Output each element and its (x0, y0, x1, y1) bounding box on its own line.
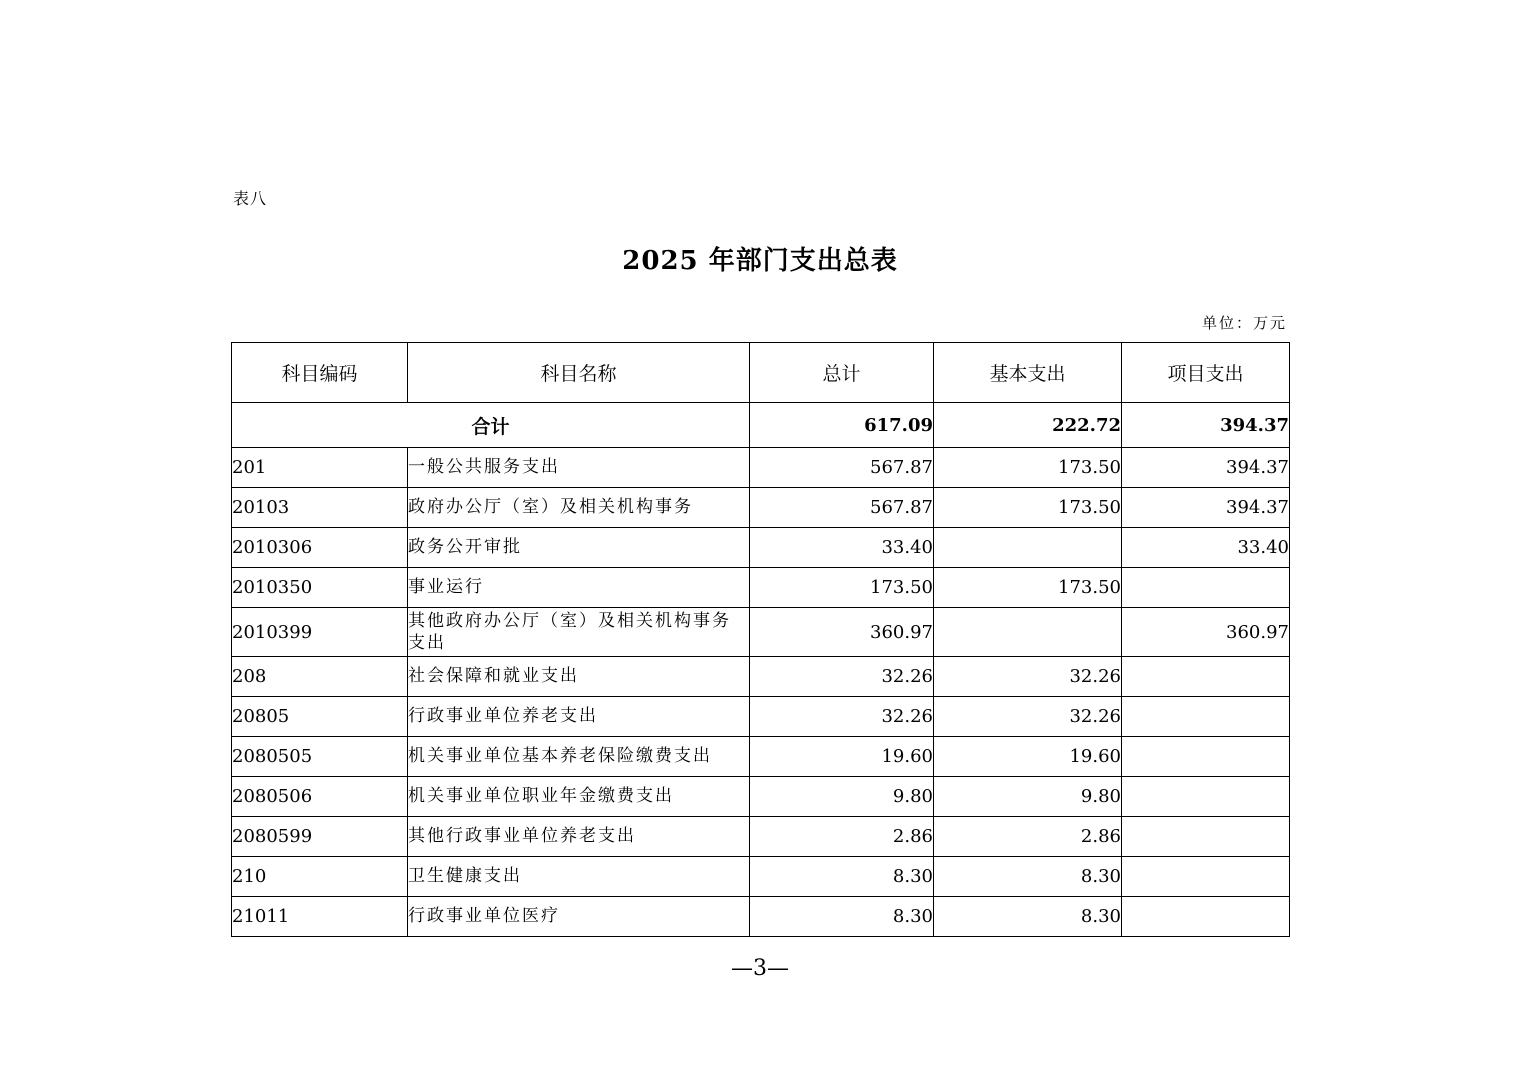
total-project: 394.37 (1122, 403, 1290, 448)
table-row (232, 568, 1290, 608)
row-basic: 9.80 (934, 777, 1122, 817)
row-code: 2010399 (232, 608, 408, 657)
table-row (232, 488, 1290, 528)
row-basic: 173.50 (934, 488, 1122, 528)
row-project (1122, 697, 1290, 737)
header-total: 总计 (750, 343, 934, 403)
row-project (1122, 657, 1290, 697)
row-basic: 32.26 (934, 697, 1122, 737)
table-row (232, 528, 1290, 568)
row-code: 2080505 (232, 737, 408, 777)
table-row (232, 817, 1290, 857)
row-name: 社会保障和就业支出 (408, 657, 750, 697)
table-row (232, 697, 1290, 737)
row-name: 其他政府办公厅（室）及相关机构事务支出 (408, 608, 750, 657)
page-number: —3— (731, 956, 789, 981)
row-project (1122, 568, 1290, 608)
row-name: 政务公开审批 (408, 528, 750, 568)
row-total: 2.86 (750, 817, 934, 857)
row-code: 21011 (232, 897, 408, 937)
row-project: 394.37 (1122, 448, 1290, 488)
row-name: 行政事业单位养老支出 (408, 697, 750, 737)
row-project (1122, 817, 1290, 857)
table-row (232, 608, 1290, 657)
row-project: 33.40 (1122, 528, 1290, 568)
row-total: 567.87 (750, 488, 934, 528)
row-name: 其他行政事业单位养老支出 (408, 817, 750, 857)
row-code: 208 (232, 657, 408, 697)
row-code: 2010350 (232, 568, 408, 608)
row-code: 2010306 (232, 528, 408, 568)
row-basic (934, 528, 1122, 568)
row-basic: 8.30 (934, 897, 1122, 937)
row-total: 8.30 (750, 897, 934, 937)
row-total: 32.26 (750, 657, 934, 697)
header-row (232, 343, 1290, 403)
row-project: 394.37 (1122, 488, 1290, 528)
row-name: 机关事业单位基本养老保险缴费支出 (408, 737, 750, 777)
table-row (232, 857, 1290, 897)
row-basic: 8.30 (934, 857, 1122, 897)
expenditure-table (231, 342, 1290, 937)
row-name: 机关事业单位职业年金缴费支出 (408, 777, 750, 817)
row-code: 201 (232, 448, 408, 488)
total-total: 617.09 (750, 403, 934, 448)
table-row (232, 657, 1290, 697)
row-total: 9.80 (750, 777, 934, 817)
row-total: 32.26 (750, 697, 934, 737)
row-name: 行政事业单位医疗 (408, 897, 750, 937)
row-basic: 173.50 (934, 448, 1122, 488)
row-name: 政府办公厅（室）及相关机构事务 (408, 488, 750, 528)
total-basic: 222.72 (934, 403, 1122, 448)
unit-label: 单位：万元 (1201, 314, 1287, 332)
row-basic (934, 608, 1122, 657)
row-project: 360.97 (1122, 608, 1290, 657)
row-total: 8.30 (750, 857, 934, 897)
header-project: 项目支出 (1122, 343, 1290, 403)
table-row (232, 897, 1290, 937)
row-code: 2080599 (232, 817, 408, 857)
row-total: 19.60 (750, 737, 934, 777)
row-basic: 32.26 (934, 657, 1122, 697)
total-row (232, 403, 1290, 448)
table-row (232, 777, 1290, 817)
header-code: 科目编码 (232, 343, 408, 403)
row-basic: 173.50 (934, 568, 1122, 608)
row-basic: 19.60 (934, 737, 1122, 777)
row-total: 567.87 (750, 448, 934, 488)
row-name: 卫生健康支出 (408, 857, 750, 897)
row-project (1122, 737, 1290, 777)
table-label: 表八 (233, 189, 268, 208)
row-code: 2080506 (232, 777, 408, 817)
row-total: 360.97 (750, 608, 934, 657)
row-code: 20103 (232, 488, 408, 528)
header-name: 科目名称 (408, 343, 750, 403)
row-code: 20805 (232, 697, 408, 737)
page-title: 2025 年部门支出总表 (622, 246, 898, 276)
row-name: 事业运行 (408, 568, 750, 608)
header-basic: 基本支出 (934, 343, 1122, 403)
row-project (1122, 777, 1290, 817)
row-basic: 2.86 (934, 817, 1122, 857)
row-project (1122, 897, 1290, 937)
table-row (232, 448, 1290, 488)
row-code: 210 (232, 857, 408, 897)
row-total: 173.50 (750, 568, 934, 608)
total-label: 合计 (232, 403, 750, 448)
row-name: 一般公共服务支出 (408, 448, 750, 488)
row-total: 33.40 (750, 528, 934, 568)
table-row (232, 737, 1290, 777)
row-project (1122, 857, 1290, 897)
